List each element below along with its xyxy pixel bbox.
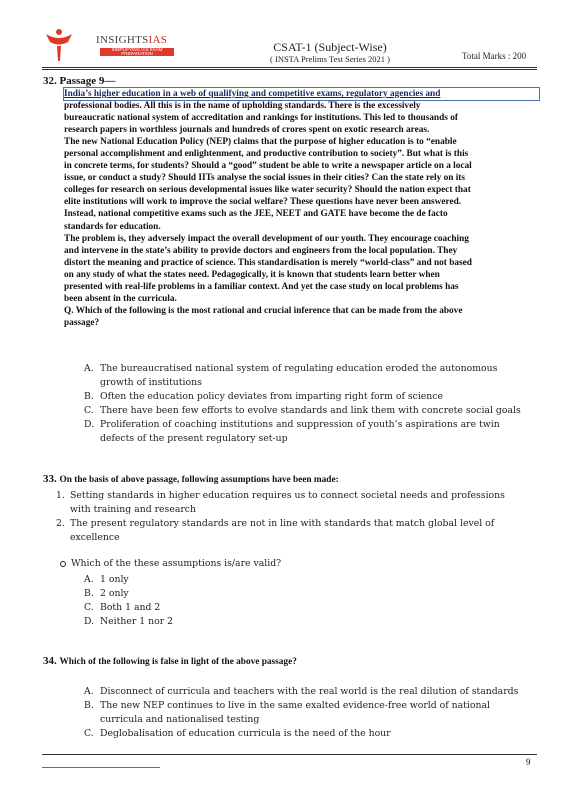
header-divider <box>42 67 537 68</box>
torch-logo-icon <box>44 28 74 62</box>
option-b[interactable]: B. The new NEP continues to live in the same exalted evidence-free world of national curricula and nationalised testing <box>84 700 490 725</box>
option-text: Proliferation of coaching institutions and suppression of youth’s aspirations are twin <box>100 419 500 430</box>
passage-line: personal accomplishment and enlightenment, and productive contribution to society”. But what is this <box>64 149 469 160</box>
passage-line: The new National Education Policy (NEP) claims that the purpose of higher education is to “enable <box>64 137 457 148</box>
option-label: B. <box>84 391 94 402</box>
option-text: Often the education policy deviates from imparting right form of science <box>100 391 443 402</box>
statement-1: 1. Setting standards in higher education requires us to connect societal needs and professions with training and research <box>56 490 505 515</box>
passage-line: standards for education. <box>64 221 161 232</box>
bullet-icon <box>60 561 66 567</box>
passage-line: distort the meaning and practice of science. This standardisation is merely “world-class” and not based <box>64 257 472 268</box>
option-b[interactable]: B. 2 only <box>84 588 129 599</box>
total-marks: Total Marks : 200 <box>462 51 527 61</box>
passage-9-text <box>64 88 539 329</box>
option-text: There have been few efforts to evolve standards and link them with concrete social goals <box>100 405 521 416</box>
question-33-options <box>84 573 384 629</box>
question-33-subquestion: Which of the these assumptions is/are valid? <box>60 558 281 569</box>
passage-line: professional bodies. All this is in the name of upholding standards. There is the excessively <box>64 101 421 112</box>
passage-line: issue, or conduct a study? Should IITs analyse the social issues in their cities? Can the state rely on its <box>64 173 466 184</box>
passage-line: in concrete terms, for students? Should a “good” student be able to write a newspaper article on a local <box>64 161 472 172</box>
test-title: CSAT-1 (Subject-Wise) <box>273 40 387 54</box>
option-c[interactable]: C. Deglobalisation of education curricula is the need of the hour <box>84 728 391 739</box>
logo-tagline: SIMPLIFYING IAS EXAM PREPARATION <box>100 48 174 56</box>
test-subtitle: ( INSTA Prelims Test Series 2021 ) <box>270 54 390 64</box>
question-32-options <box>84 362 544 446</box>
option-text: growth of institutions <box>100 377 202 388</box>
option-d[interactable]: D. Neither 1 nor 2 <box>84 616 174 627</box>
passage-line: colleges for research on serious developmental issues like water security? Should the nation expect that <box>64 185 471 196</box>
option-label: C. <box>84 405 94 416</box>
option-text: The bureaucratised national system of regulating education eroded the autonomous <box>100 363 498 374</box>
header-divider-2 <box>42 69 537 70</box>
option-label: D. <box>84 419 95 430</box>
passage-line: and intervene in the state’s ability to provide doctors and engineers from the local population. They <box>64 245 458 256</box>
question-32-prompt-cont: passage? <box>64 317 100 328</box>
footer-link-underline <box>42 767 160 768</box>
passage-line: elite institutions will work to improve the social welfare? These questions have never been answered. <box>64 197 462 208</box>
passage-line: Instead, national competitive exams such as the JEE, NEET and GATE have become the de facto <box>64 209 448 220</box>
option-a[interactable]: A. Disconnect of curricula and teachers with the real world is the real dilution of standards <box>84 686 519 697</box>
question-33-statements <box>56 489 536 545</box>
page-number: 9 <box>526 757 531 767</box>
passage-line: India’s higher education in a web of qualifying and competitive exams, regulatory agencies and <box>64 88 539 100</box>
question-33-heading: 33. On the basis of above passage, following assumptions have been made: <box>43 473 339 485</box>
statement-2: 2. The present regulatory standards are not in line with standards that match global level of excellence <box>56 518 495 543</box>
option-c[interactable]: C. Both 1 and 2 <box>84 602 161 613</box>
passage-line: The problem is, they adversely impact the overall development of our youth. They encourage coaching <box>64 233 469 244</box>
option-c[interactable] <box>84 404 544 418</box>
footer-divider <box>42 754 537 755</box>
insightsias-logo <box>44 28 174 62</box>
question-32-prompt: Q. Which of the following is the most rational and crucial inference that can be made from the above <box>64 305 463 316</box>
option-d[interactable] <box>84 418 544 446</box>
option-label: A. <box>84 363 94 374</box>
passage-line: presented with real-life problems in a familiar context. And yet the case study on local problems has <box>64 281 459 292</box>
passage-line: research papers in worthless journals and hundreds of crores spent on exotic research areas. <box>64 125 430 136</box>
passage-line: bureaucratic national system of accreditation and rankings for institutions. This led to thousands of <box>64 113 458 124</box>
option-b[interactable] <box>84 390 544 404</box>
passage-line: been absent in the curricula. <box>64 293 177 304</box>
question-34-heading: 34. Which of the following is false in light of the above passage? <box>43 655 297 667</box>
option-text: defects of the present regulatory set-up <box>100 433 288 444</box>
option-a[interactable]: A. 1 only <box>84 574 129 585</box>
question-32-heading: 32. Passage 9— <box>43 75 116 87</box>
question-34-options <box>84 685 544 741</box>
option-a[interactable] <box>84 362 544 390</box>
logo-name: INSIGHTSIAS <box>96 34 168 46</box>
passage-line: on any study of what the states need. Pedagogically, it is known that students learn better when <box>64 269 440 280</box>
